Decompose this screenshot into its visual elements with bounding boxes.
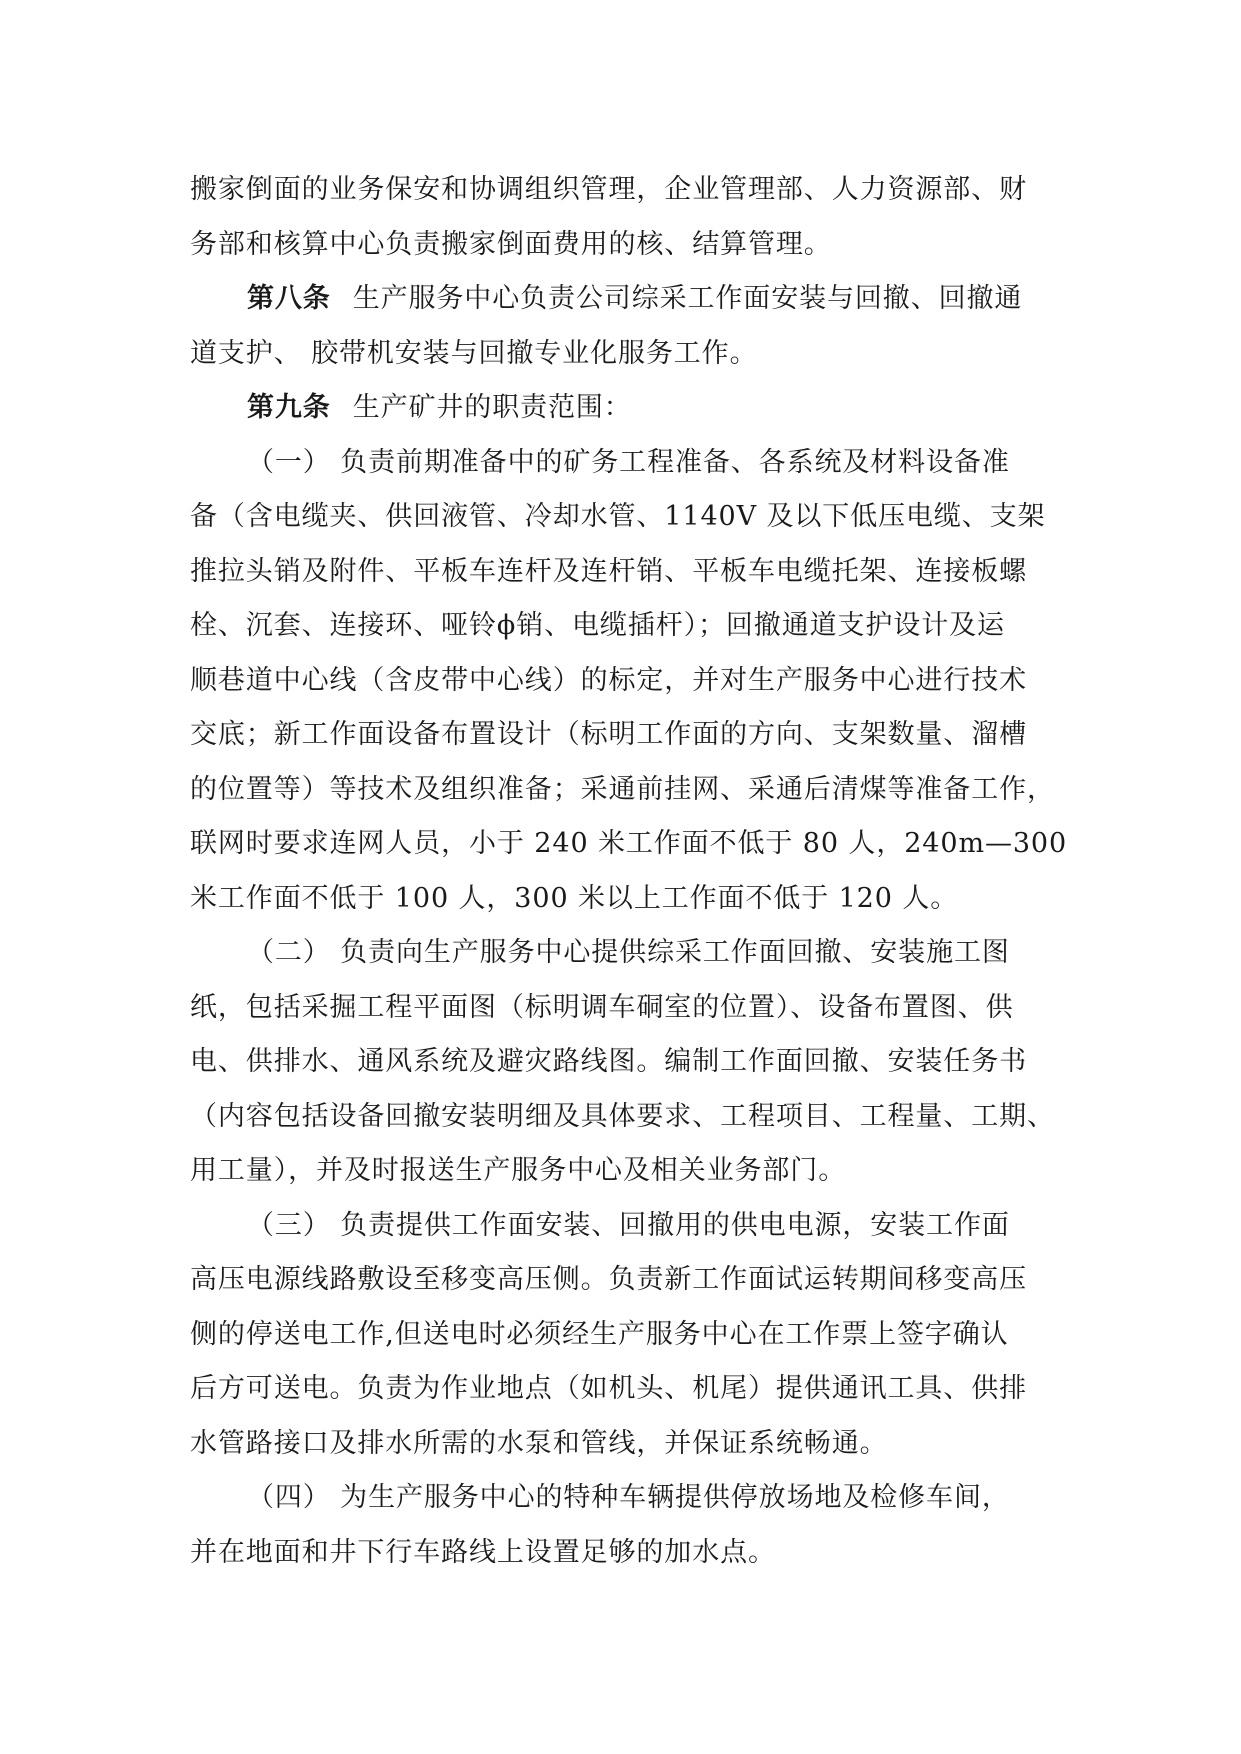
text-line bbox=[190, 763, 1070, 818]
text-line bbox=[190, 436, 1070, 491]
text-line bbox=[190, 163, 1070, 218]
text-line bbox=[190, 1035, 1070, 1090]
text-line bbox=[190, 1526, 1070, 1581]
line-text: 的位置等）等技术及组织准备；采通前挂网、采通后清煤等准备工作， bbox=[190, 773, 1055, 805]
line-text: （内容包括设备回撤安装明细及具体要求、工程项目、工程量、工期、 bbox=[190, 1100, 1055, 1132]
text-line bbox=[190, 327, 1070, 382]
text-line bbox=[190, 272, 1070, 327]
text-line bbox=[190, 926, 1070, 981]
text-line bbox=[190, 545, 1070, 600]
line-text: 道支护、 胶带机安装与回撤专业化服务工作。 bbox=[190, 337, 758, 369]
text-line bbox=[190, 1199, 1070, 1254]
line-text: 水管路接口及排水所需的水泵和管线，并保证系统畅通。 bbox=[190, 1427, 888, 1459]
text-line bbox=[190, 817, 1070, 872]
article-number: 第八条 bbox=[247, 283, 331, 314]
text-line bbox=[190, 708, 1070, 763]
line-text: 高压电源线路敷设至移变高压侧。负责新工作面试运转期间移变高压 bbox=[190, 1264, 1027, 1295]
line-text: 联网时要求连网人员，小于 240 米工作面不低于 80 人，240m—300 bbox=[190, 828, 1068, 859]
text-line bbox=[190, 1253, 1070, 1308]
line-text: 推拉头销及附件、平板车连杆及连杆销、平板车电缆托架、连接板螺 bbox=[190, 555, 1027, 587]
text-line bbox=[190, 381, 1070, 436]
text-line bbox=[190, 872, 1070, 927]
line-text: 栓、沉套、连接环、哑铃ϕ销、电缆插杆）；回撤通道支护设计及运 bbox=[190, 610, 1005, 641]
text-line bbox=[190, 1144, 1070, 1199]
line-text: 用工量），并及时报送生产服务中心及相关业务部门。 bbox=[190, 1155, 847, 1186]
line-text: 顺巷道中心线（含皮带中心线）的标定，并对生产服务中心进行技术 bbox=[190, 664, 1027, 696]
line-text: 电、供排水、通风系统及避灾路线图。编制工作面回撤、安装任务书 bbox=[190, 1046, 1027, 1077]
line-text: 搬家倒面的业务保安和协调组织管理，企业管理部、人力资源部、财 bbox=[190, 174, 1027, 205]
line-text: （三） 负责提供工作面安装、回撤用的供电电源，安装工作面 bbox=[247, 1209, 1010, 1241]
line-text: （二） 负责向生产服务中心提供综采工作面回撤、安装施工图 bbox=[247, 937, 1010, 968]
text-line bbox=[190, 218, 1070, 273]
line-text: 侧的停送电工作,但送电时必须经生产服务中心在工作票上签字确认 bbox=[190, 1318, 1009, 1350]
line-text: 交底；新工作面设备布置设计（标明工作面的方向、支架数量、溜槽 bbox=[190, 719, 1027, 750]
line-text: 生产服务中心负责公司综采工作面安装与回撤、回撤通 bbox=[352, 283, 1023, 314]
line-text: 备（含电缆夹、供回液管、冷却水管、1140V 及以下低压电缆、支架 bbox=[190, 501, 1046, 532]
line-text: 并在地面和井下行车路线上设置足够的加水点。 bbox=[190, 1536, 776, 1568]
text-line bbox=[190, 654, 1070, 709]
text-line bbox=[190, 1471, 1070, 1526]
line-text: 米工作面不低于 100 人，300 米以上工作面不低于 120 人。 bbox=[190, 882, 959, 914]
line-text: 生产矿井的职责范围： bbox=[352, 392, 632, 423]
text-line bbox=[190, 1417, 1070, 1472]
text-line bbox=[190, 1362, 1070, 1417]
line-text: 纸，包括采掘工程平面图（标明调车硐室的位置）、设备布置图、供 bbox=[190, 991, 1014, 1023]
line-text: （一） 负责前期准备中的矿务工程准备、各系统及材料设备准 bbox=[247, 446, 1010, 478]
text-line bbox=[190, 599, 1070, 654]
text-line bbox=[190, 490, 1070, 545]
text-line bbox=[190, 1308, 1070, 1363]
line-text: 务部和核算中心负责搬家倒面费用的核、结算管理。 bbox=[190, 228, 832, 260]
line-text: （四） 为生产服务中心的特种车辆提供停放场地及检修车间， bbox=[247, 1482, 1010, 1513]
article-number: 第九条 bbox=[247, 392, 331, 423]
line-text: 后方可送电。负责为作业地点（如机头、机尾）提供通讯工具、供排 bbox=[190, 1373, 1027, 1404]
text-line bbox=[190, 981, 1070, 1036]
document-body bbox=[190, 163, 1070, 1580]
text-line bbox=[190, 1090, 1070, 1145]
